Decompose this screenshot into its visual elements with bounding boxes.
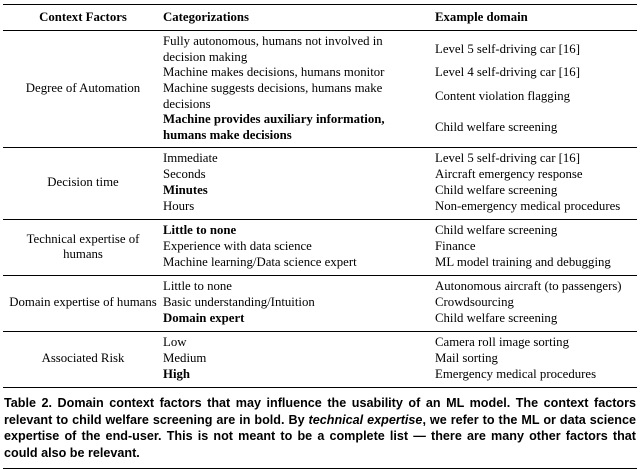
categorization-cell: Little to none: [163, 279, 232, 294]
example-cell: Mail sorting: [435, 351, 498, 366]
example-cell: Camera roll image sorting: [435, 335, 569, 350]
group-rows: [163, 223, 637, 271]
table-row: [163, 81, 637, 112]
table-row: [163, 167, 637, 183]
group-rows: [163, 279, 637, 327]
factor-label: Domain expertise of humans: [9, 295, 157, 310]
table-row: [163, 279, 637, 295]
caption-text: Table 2. Domain context factors that may influence the usability of an ML model. The context factors relevant to child welfare screening are in bold. By technical expertise, we refer to the ML or data science expertise of the end-user. This is not meant to be a complete list — there are many other factors that could also be relevant.: [4, 396, 636, 460]
factor-group: [3, 219, 637, 275]
example-cell: Child welfare screening: [435, 119, 558, 134]
example-cell: Autonomous aircraft (to passengers): [435, 279, 622, 294]
example-cell: Aircraft emergency response: [435, 167, 583, 182]
categorization-cell: Little to none: [163, 223, 237, 238]
header-example-domain: Example domain: [435, 10, 528, 24]
categorization-cell: Machine learning/Data science expert: [163, 255, 357, 270]
factor-label: Degree of Automation: [25, 80, 141, 95]
factor-label: Technical expertise of humans: [26, 231, 140, 261]
example-cell: Non-emergency medical procedures: [435, 199, 621, 214]
table-row: [163, 223, 637, 239]
example-cell: Child welfare screening: [435, 183, 558, 198]
table-row: [163, 112, 637, 143]
categorization-cell: Low: [163, 335, 187, 350]
table-row: [163, 351, 637, 367]
example-cell: Child welfare screening: [435, 223, 558, 238]
group-rows: [163, 151, 637, 215]
example-cell: Finance: [435, 239, 476, 254]
table-row: [163, 183, 637, 199]
group-rows: [163, 34, 637, 143]
categorization-cell: Machine provides auxiliary information, humans make decisions: [163, 112, 385, 142]
categorization-cell: Machine suggests decisions, humans make decisions: [163, 81, 383, 111]
factor-group: [3, 30, 637, 147]
factor-label: Decision time: [47, 175, 119, 190]
table-row: [163, 65, 637, 81]
categorization-cell: Fully autonomous, humans not involved in decision making: [163, 34, 383, 64]
table-row: [163, 295, 637, 311]
table-row: [163, 367, 637, 383]
categorization-cell: Medium: [163, 351, 207, 366]
table-row: [163, 34, 637, 65]
example-cell: Crowdsourcing: [435, 295, 514, 310]
table-row: [163, 335, 637, 351]
example-cell: Level 5 self-driving car [16]: [435, 151, 580, 166]
header-context-factors: Context Factors: [39, 10, 127, 24]
categorization-cell: Immediate: [163, 151, 218, 166]
table-row: [163, 255, 637, 271]
categorization-cell: Machine makes decisions, humans monitor: [163, 65, 385, 80]
example-cell: Child welfare screening: [435, 311, 558, 326]
table-row: [163, 239, 637, 255]
table-header-row: [3, 5, 637, 30]
example-cell: ML model training and debugging: [435, 255, 611, 270]
factor-group: [3, 331, 637, 387]
categorization-cell: Basic understanding/Intuition: [163, 295, 315, 310]
categorization-cell: Experience with data science: [163, 239, 312, 254]
header-categorizations: Categorizations: [163, 10, 250, 24]
table-row: [163, 151, 637, 167]
group-rows: [163, 335, 637, 383]
factor-label: Associated Risk: [41, 351, 125, 366]
categorization-cell: Hours: [163, 199, 195, 214]
categorization-cell: Minutes: [163, 183, 208, 198]
example-cell: Level 4 self-driving car [16]: [435, 65, 580, 80]
table-body: [3, 30, 637, 387]
table-row: [163, 311, 637, 327]
table-caption: [3, 388, 637, 468]
categorization-cell: High: [163, 367, 191, 382]
example-cell: Content violation flagging: [435, 88, 571, 103]
table-row: [163, 199, 637, 215]
example-cell: Emergency medical procedures: [435, 367, 597, 382]
categorization-cell: Seconds: [163, 167, 206, 182]
factor-group: [3, 275, 637, 331]
categorization-cell: Domain expert: [163, 311, 245, 326]
example-cell: Level 5 self-driving car [16]: [435, 41, 580, 56]
factor-group: [3, 147, 637, 219]
